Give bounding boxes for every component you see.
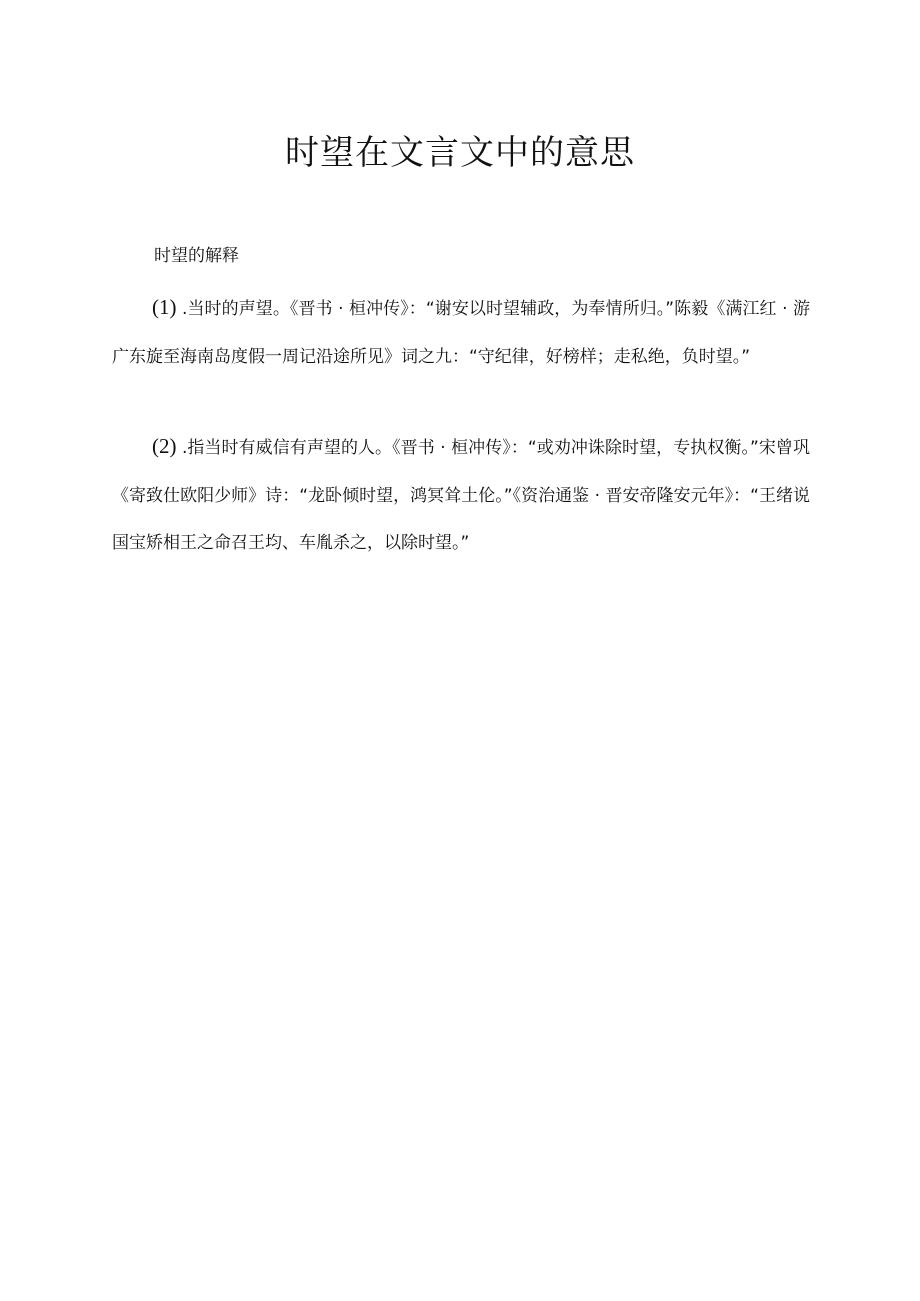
- definition-entry-1: [112, 284, 810, 381]
- entry-text-1: .当时的声望。《晋书 · 桓冲传》：“谢安以时望辅政，为奉情所归。”陈毅《满江红 · 游广东旋至海南岛度假一周记沿途所见》词之九：“守纪律，好榜样；走私绝，负时望。”: [112, 299, 810, 367]
- entry-text-2: .指当时有威信有声望的人。《晋书 · 桓冲传》：“或劝冲诛除时望，专执权衡。”宋曾巩《寄致仕欧阳少师》诗：“龙卧倾时望，鸿冥耸土伦。”《资治通鉴 · 晋安帝隆安元年》：“王绪说国宝矫相王之命召王均、车胤杀之，以除时望。”: [112, 438, 810, 553]
- section-heading: 时望的解释: [154, 246, 239, 266]
- entry-number-1: (1): [152, 295, 177, 319]
- definition-entry-2: [112, 423, 810, 568]
- document-title: 时望在文言文中的意思: [285, 133, 635, 173]
- entry-number-2: (2): [152, 434, 177, 458]
